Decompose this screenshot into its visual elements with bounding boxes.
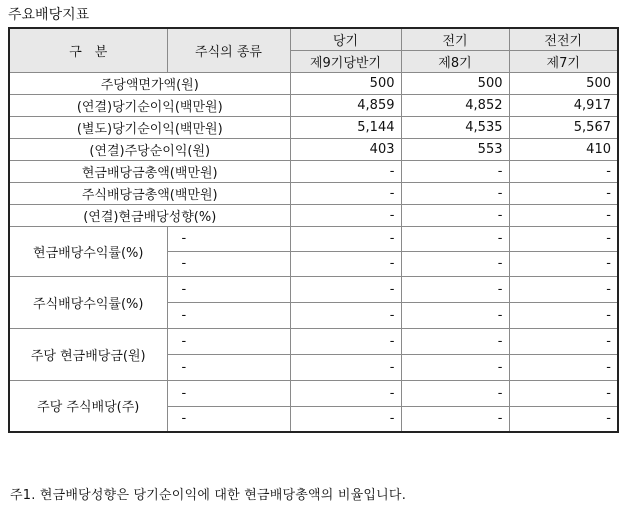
- row-label: (연결)주당순이익(원): [9, 138, 290, 160]
- cell-value: -: [290, 406, 401, 432]
- header-period-prior: 전기: [401, 28, 509, 50]
- cell-value: -: [509, 276, 618, 302]
- cell-value: -: [401, 354, 509, 380]
- table-row: [9, 380, 618, 406]
- cell-value: -: [290, 160, 401, 182]
- cell-value: -: [509, 160, 618, 182]
- cell-value: 500: [401, 72, 509, 94]
- cell-value: -: [401, 380, 509, 406]
- row-label: (연결)현금배당성향(%): [9, 204, 290, 226]
- cell-value: -: [290, 204, 401, 226]
- cell-value: -: [509, 182, 618, 204]
- cell-value: -: [290, 302, 401, 328]
- cell-value: 4,859: [290, 94, 401, 116]
- cell-value: -: [401, 160, 509, 182]
- cell-value: -: [401, 204, 509, 226]
- cell-value: -: [290, 354, 401, 380]
- cell-value: 5,144: [290, 116, 401, 138]
- stock-type-cell: -: [167, 328, 290, 354]
- table-row: [9, 116, 618, 138]
- cell-value: 553: [401, 138, 509, 160]
- cell-value: -: [509, 204, 618, 226]
- cell-value: -: [401, 302, 509, 328]
- cell-value: 4,852: [401, 94, 509, 116]
- row-label: 주식배당수익률(%): [9, 276, 167, 328]
- row-label: 주식배당금총액(백만원): [9, 182, 290, 204]
- table-row: [9, 182, 618, 204]
- table-row: [9, 138, 618, 160]
- cell-value: 4,917: [509, 94, 618, 116]
- row-label: 현금배당금총액(백만원): [9, 160, 290, 182]
- table-row: [9, 160, 618, 182]
- header-term-current: 제9기당반기: [290, 50, 401, 72]
- cell-value: -: [509, 380, 618, 406]
- stock-type-cell: -: [167, 251, 290, 276]
- stock-type-cell: -: [167, 380, 290, 406]
- cell-value: 500: [509, 72, 618, 94]
- table-row: [9, 328, 618, 354]
- stock-type-cell: -: [167, 302, 290, 328]
- row-label: (연결)당기순이익(백만원): [9, 94, 290, 116]
- cell-value: -: [290, 226, 401, 251]
- cell-value: -: [290, 380, 401, 406]
- cell-value: -: [290, 276, 401, 302]
- header-term-prior: 제8기: [401, 50, 509, 72]
- footnote: 주1. 현금배당성향은 당기순이익에 대한 현금배당총액의 비율입니다.: [10, 488, 407, 503]
- table-row: [9, 94, 618, 116]
- cell-value: -: [509, 328, 618, 354]
- row-label: 현금배당수익률(%): [9, 226, 167, 276]
- cell-value: -: [401, 276, 509, 302]
- cell-value: 403: [290, 138, 401, 160]
- cell-value: 5,567: [509, 116, 618, 138]
- header-row-1: [9, 28, 618, 50]
- cell-value: 4,535: [401, 116, 509, 138]
- row-label: 주당 현금배당금(원): [9, 328, 167, 380]
- header-gubun: 구 분: [9, 28, 167, 72]
- stock-type-cell: -: [167, 354, 290, 380]
- table-row: [9, 204, 618, 226]
- row-label: 주당 주식배당(주): [9, 380, 167, 432]
- stock-type-cell: -: [167, 226, 290, 251]
- table-row: [9, 72, 618, 94]
- cell-value: -: [509, 302, 618, 328]
- cell-value: -: [290, 251, 401, 276]
- table-row: [9, 226, 618, 251]
- cell-value: 410: [509, 138, 618, 160]
- cell-value: -: [509, 406, 618, 432]
- cell-value: -: [401, 182, 509, 204]
- cell-value: -: [401, 406, 509, 432]
- table-row: [9, 276, 618, 302]
- row-label: 주당액면가액(원): [9, 72, 290, 94]
- header-term-prior2: 제7기: [509, 50, 618, 72]
- header-period-prior2: 전전기: [509, 28, 618, 50]
- header-period-current: 당기: [290, 28, 401, 50]
- cell-value: -: [401, 251, 509, 276]
- cell-value: -: [401, 328, 509, 354]
- cell-value: -: [290, 328, 401, 354]
- dividend-table: [8, 27, 619, 433]
- header-stock-type: 주식의 종류: [167, 28, 290, 72]
- stock-type-cell: -: [167, 406, 290, 432]
- row-label: (별도)당기순이익(백만원): [9, 116, 290, 138]
- cell-value: 500: [290, 72, 401, 94]
- page-title: 주요배당지표: [8, 7, 90, 23]
- cell-value: -: [401, 226, 509, 251]
- cell-value: -: [509, 354, 618, 380]
- cell-value: -: [290, 182, 401, 204]
- stock-type-cell: -: [167, 276, 290, 302]
- cell-value: -: [509, 251, 618, 276]
- cell-value: -: [509, 226, 618, 251]
